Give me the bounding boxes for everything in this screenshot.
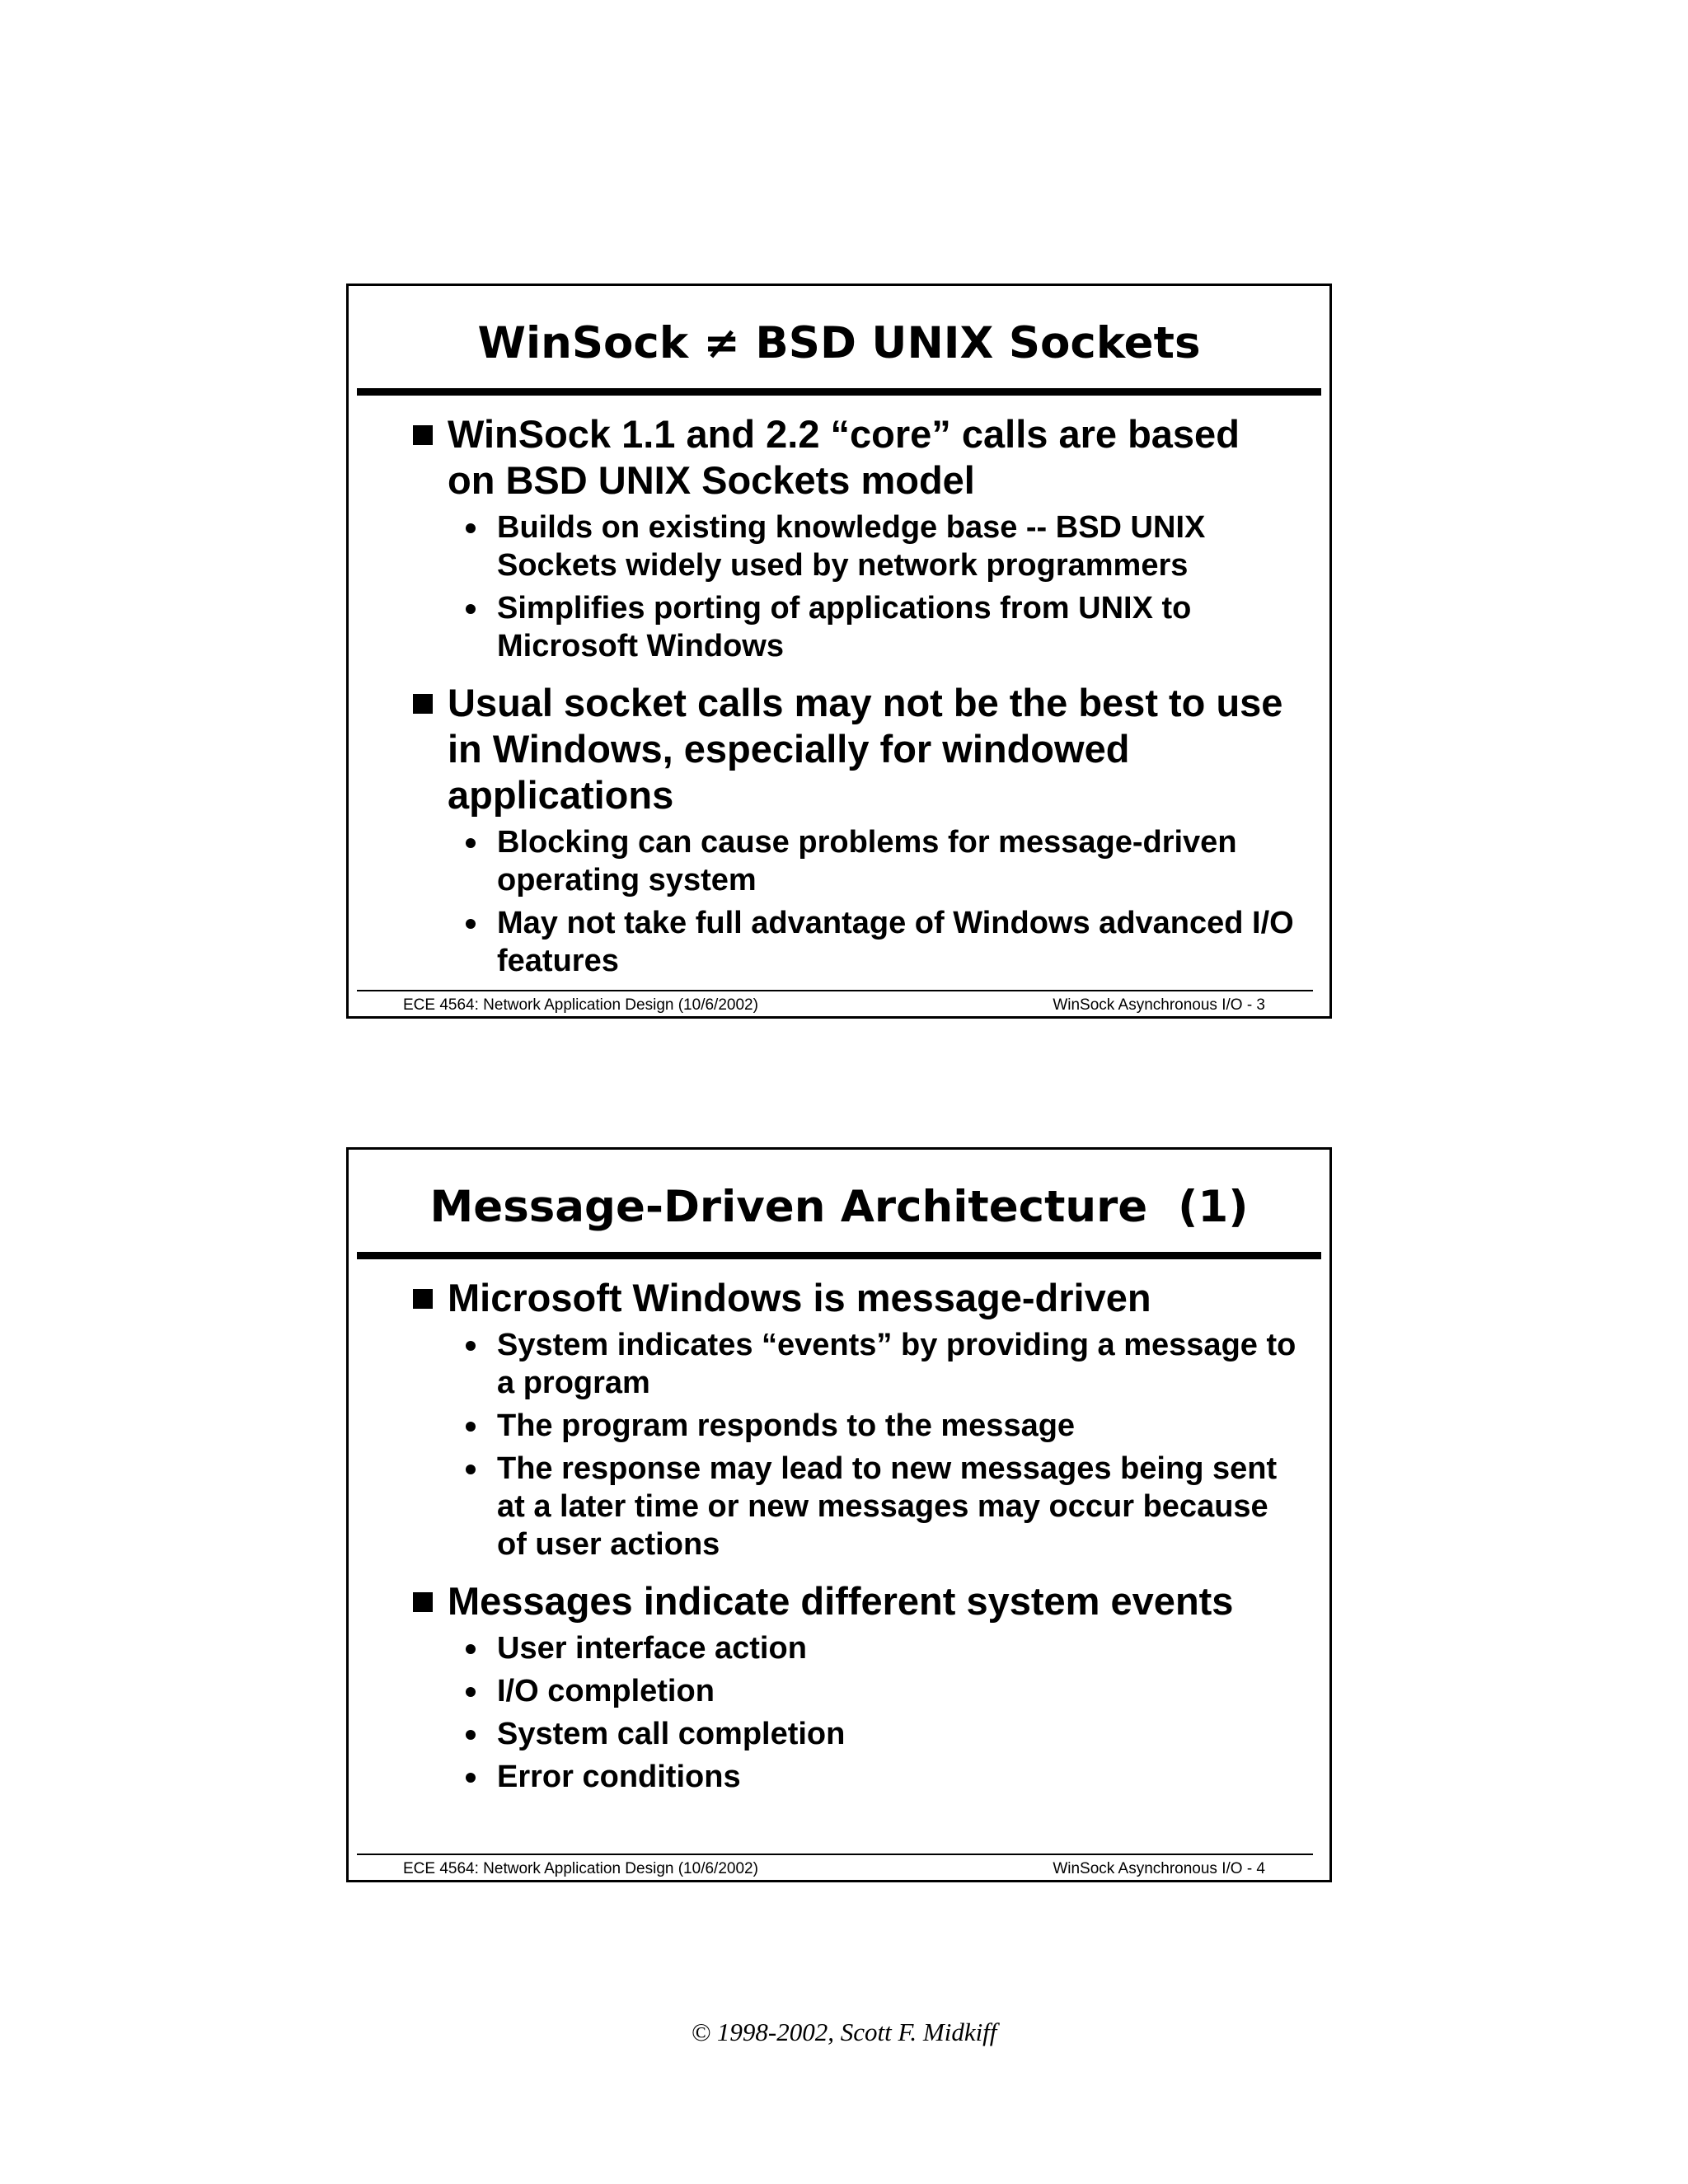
- sub-bullet-text: Blocking can cause problems for message-driven operating system: [497, 825, 1237, 898]
- copyright-notice: © 1998-2002, Scott F. Midkiff: [691, 2018, 997, 2046]
- sub-bullet-text: May not take full advantage of Windows advanced I/O features: [497, 906, 1294, 978]
- sub-bullet-text: System call completion: [497, 1717, 846, 1751]
- bullet: [413, 1578, 1296, 1624]
- dot-bullet-icon: [466, 1687, 476, 1697]
- dot-bullet-icon: [466, 1644, 476, 1654]
- footer-course: ECE 4564: Network Application Design (10/6/2002): [403, 996, 758, 1014]
- sub-bullet: [413, 1758, 1296, 1796]
- title-divider: [357, 1252, 1321, 1259]
- sub-bullet-text: System indicates “events” by providing a message to a program: [497, 1328, 1296, 1400]
- footer-page: WinSock Asynchronous I/O - 4: [1053, 1860, 1265, 1877]
- dot-bullet-icon: [466, 838, 476, 848]
- bullet: [413, 1275, 1296, 1321]
- square-bullet-icon: [413, 1592, 433, 1612]
- sub-bullet: [413, 589, 1296, 665]
- dot-bullet-icon: [466, 919, 476, 929]
- sub-bullet-text: The program responds to the message: [497, 1408, 1076, 1443]
- sub-bullet-text: Simplifies porting of applications from UNIX to Microsoft Windows: [497, 591, 1192, 663]
- sub-bullet: [413, 1629, 1296, 1667]
- title-divider: [357, 388, 1321, 396]
- bullet-text: Messages indicate different system events: [448, 1579, 1234, 1623]
- dot-bullet-icon: [466, 1465, 476, 1474]
- sub-bullet: [413, 1326, 1296, 1402]
- slide-body: [413, 1270, 1296, 1796]
- slide-body: [413, 406, 1296, 980]
- dot-bullet-icon: [466, 1730, 476, 1740]
- sub-bullet: [413, 904, 1296, 980]
- bullet-text: WinSock 1.1 and 2.2 “core” calls are based on BSD UNIX Sockets model: [448, 412, 1240, 502]
- sub-bullet: [413, 509, 1296, 584]
- sub-bullet-text: I/O completion: [497, 1674, 715, 1708]
- bullet: [413, 680, 1296, 818]
- sub-bullet: [413, 823, 1296, 899]
- dot-bullet-icon: [466, 523, 476, 533]
- sub-bullet-text: Builds on existing knowledge base -- BSD UNIX Sockets widely used by network programmers: [497, 510, 1206, 583]
- bullet-text: Usual socket calls may not be the best to use in Windows, especially for windowed applications: [448, 681, 1283, 817]
- slide-title: Message-Driven Architecture (1): [429, 1182, 1249, 1232]
- bullet: [413, 411, 1296, 504]
- sub-bullet-text: Error conditions: [497, 1760, 741, 1794]
- slide-3: [346, 284, 1332, 1019]
- footer-page: WinSock Asynchronous I/O - 3: [1053, 996, 1265, 1014]
- sub-bullet: [413, 1715, 1296, 1753]
- sub-bullet-text: User interface action: [497, 1631, 807, 1666]
- footer-divider: [357, 990, 1313, 991]
- slide-title: WinSock ≠ BSD UNIX Sockets: [477, 318, 1201, 368]
- sub-bullet: [413, 1450, 1296, 1563]
- square-bullet-icon: [413, 425, 433, 445]
- sub-bullet-text: The response may lead to new messages being sent at a later time or new messages may occur because of user actions: [497, 1451, 1278, 1562]
- bullet-text: Microsoft Windows is message-driven: [448, 1276, 1151, 1319]
- square-bullet-icon: [413, 1289, 433, 1309]
- dot-bullet-icon: [466, 1422, 476, 1432]
- square-bullet-icon: [413, 694, 433, 714]
- dot-bullet-icon: [466, 1773, 476, 1783]
- sub-bullet: [413, 1407, 1296, 1445]
- sub-bullet: [413, 1672, 1296, 1710]
- footer-course: ECE 4564: Network Application Design (10/6/2002): [403, 1860, 758, 1877]
- slide-4: [346, 1147, 1332, 1882]
- dot-bullet-icon: [466, 604, 476, 614]
- footer-divider: [357, 1854, 1313, 1855]
- dot-bullet-icon: [466, 1341, 476, 1351]
